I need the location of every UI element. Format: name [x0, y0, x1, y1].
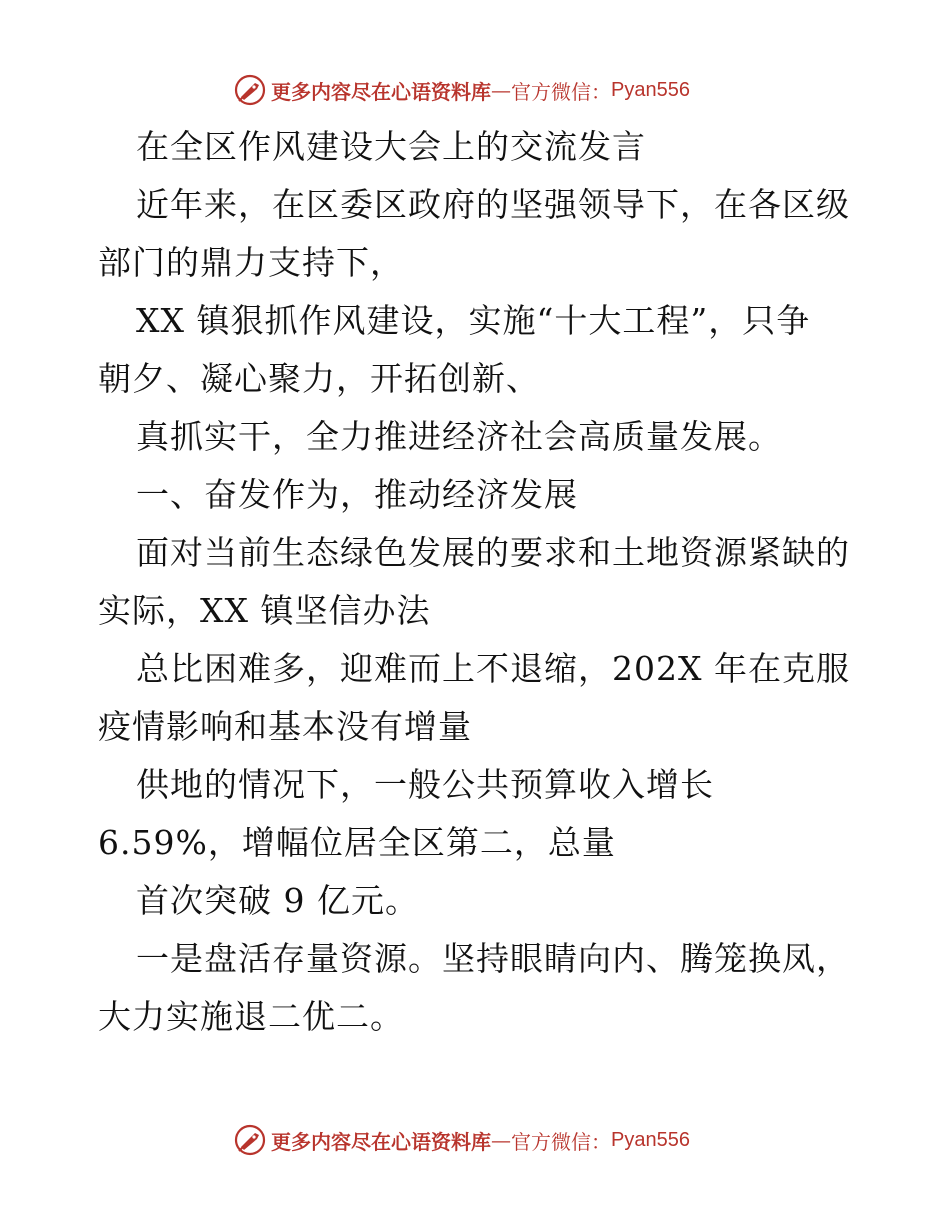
pen-nib-logo-icon	[233, 73, 267, 107]
watermark-brand: 更多内容尽在心语资料库	[271, 1129, 491, 1154]
pen-nib-logo-icon	[233, 1123, 267, 1157]
paragraph-line: 部门的鼎力支持下，	[98, 243, 404, 282]
watermark-contact-label: 官方微信：	[511, 79, 611, 104]
paragraph-line: 实际，XX 镇坚信办法	[98, 591, 431, 630]
watermark-wechat-id: Pyan556	[611, 78, 690, 101]
watermark-separator: —	[491, 1128, 511, 1152]
paragraph-line: 朝夕、凝心聚力，开拓创新、	[98, 359, 540, 398]
paragraph-line: XX 镇狠抓作风建设，实施“十大工程”，只争	[136, 301, 811, 340]
paragraph-line: 大力实施退二优二。	[98, 997, 404, 1036]
document-title: 在全区作风建设大会上的交流发言	[136, 127, 646, 166]
watermark-wechat-id: Pyan556	[611, 1128, 690, 1151]
section-heading: 一、奋发作为，推动经济发展	[136, 475, 578, 514]
paragraph-line: 疫情影响和基本没有增量	[98, 707, 472, 746]
watermark-banner-top	[233, 70, 690, 110]
watermark-separator: —	[491, 78, 511, 102]
paragraph-line: 真抓实干，全力推进经济社会高质量发展。	[136, 417, 782, 456]
paragraph-line: 面对当前生态绿色发展的要求和土地资源紧缺的	[136, 533, 850, 572]
paragraph-line: 近年来，在区委区政府的坚强领导下，在各区级	[136, 185, 850, 224]
paragraph-line: 一是盘活存量资源。坚持眼睛向内、腾笼换凤，	[136, 939, 850, 978]
watermark-banner-bottom	[233, 1120, 690, 1160]
watermark-brand: 更多内容尽在心语资料库	[271, 79, 491, 104]
paragraph-line: 供地的情况下，一般公共预算收入增长	[136, 765, 714, 804]
paragraph-line: 6.59%，增幅位居全区第二，总量	[98, 823, 616, 862]
watermark-contact-label: 官方微信：	[511, 1129, 611, 1154]
paragraph-line: 首次突破 9 亿元。	[136, 881, 419, 920]
paragraph-line: 总比困难多，迎难而上不退缩，202X 年在克服	[136, 649, 850, 688]
